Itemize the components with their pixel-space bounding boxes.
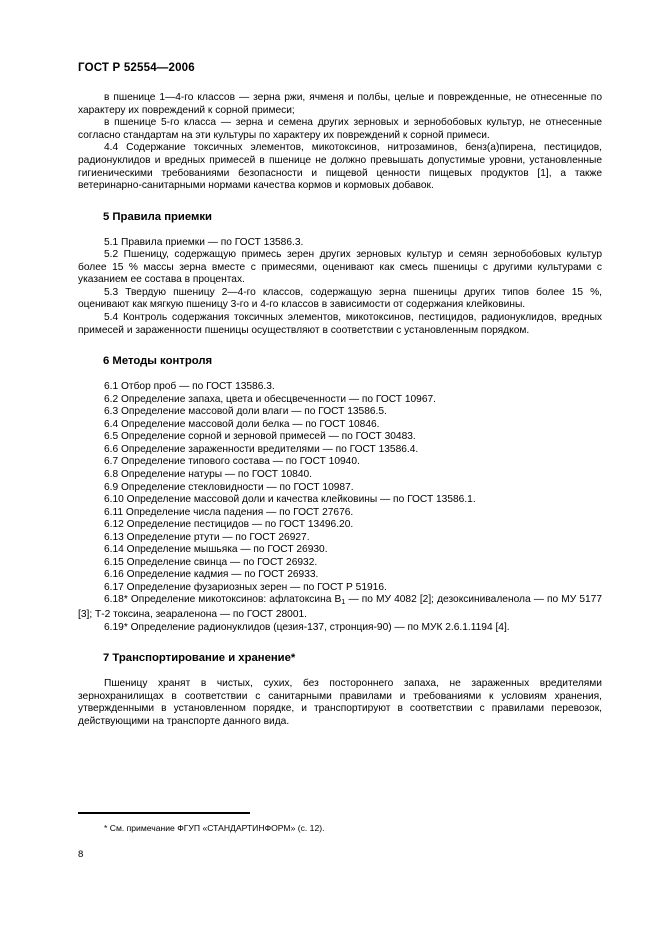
spacer: [78, 368, 602, 381]
heading-section-7: 7 Транспортирование и хранение*: [103, 652, 296, 665]
clause-6-17: 6.17 Определение фузариозных зерен — по ГОСТ Р 51916.: [104, 581, 387, 593]
clause-6-15: 6.15 Определение свинца — по ГОСТ 26932.: [104, 556, 318, 568]
clause-5-1: 5.1 Правила приемки — по ГОСТ 13586.3.: [104, 236, 304, 248]
subscript-aflatoxin-index: 1: [341, 597, 346, 607]
clause-6-11: 6.11 Определение числа падения — по ГОСТ 27676.: [104, 506, 354, 518]
paragraph-clause-4-4: 4.4 Содержание токсичных элементов, микотоксинов, нитрозаминов, бенз(а)пирена, пестицидов, радионуклидов и вредных примесей в пшенице не должно превышать допустимые уровни, установленные гигиеническими требованиями безопасности и пищевой ценности пищевых продуктов [1], а также ветеринарно-санитарными нормами качества кормов и кормовых добавок.: [78, 142, 602, 192]
clause-6-5: 6.5 Определение сорной и зерновой примесей — по ГОСТ 30483.: [104, 431, 416, 443]
page-number: 8: [78, 849, 84, 860]
clause-6-3: 6.3 Определение массовой доли влаги — по ГОСТ 13586.5.: [104, 406, 387, 418]
document-body: [78, 92, 602, 729]
clause-6-9: 6.9 Определение стекловидности — по ГОСТ 10987.: [104, 481, 354, 493]
clause-6-18: [78, 594, 602, 621]
clause-6-2: 6.2 Определение запаха, цвета и обесцвеченности — по ГОСТ 10967.: [104, 393, 436, 405]
clause-6-4: 6.4 Определение массовой доли белка — по ГОСТ 10846.: [104, 418, 380, 430]
clause-6-19: 6.19* Определение радионуклидов (цезия-137, стронция-90) — по МУК 2.6.1.1194 [4].: [104, 621, 510, 633]
clause-6-18-text-before-subscript: 6.18* Определение микотоксинов: афлатоксина В: [104, 594, 342, 606]
clause-5-3: 5.3 Твердую пшеницу 2—4-го классов, содержащую зерна пшеницы других типов более 15 %, оценивают как мягкую пшеницу 3-го и 4-го классов в зависимости от содержания клейковины.: [78, 286, 602, 311]
clause-5-4: 5.4 Контроль содержания токсичных элементов, микотоксинов, пестицидов, радионуклидов, вредных примесей и зараженности пшеницы осуществляют в соответствии с установленным порядком.: [78, 312, 602, 336]
clause-6-16: 6.16 Определение кадмия — по ГОСТ 26933.: [104, 569, 319, 581]
spacer: [78, 193, 602, 210]
paragraph-wheat-class-5: в пшенице 5-го класса — зерна и семена других зерновых и зернобобовых культур, не отнесенные согласно стандартам на эти культуры по характеру их повреждений к сорной примеси.: [78, 117, 602, 141]
clause-6-18-text-after-subscript: — по МУ 4082 [2]; дезоксиниваленола — по МУ 5177 [3]; Т-2 токсина, зеараленона — по ГОСТ 28001.: [78, 594, 602, 621]
spacer: [78, 665, 602, 678]
footnote-separator-rule: [78, 812, 250, 814]
spacer: [78, 337, 602, 354]
clause-6-12: 6.12 Определение пестицидов — по ГОСТ 13496.20.: [104, 519, 354, 531]
clause-6-1: 6.1 Отбор проб — по ГОСТ 13586.3.: [104, 381, 275, 393]
heading-section-5: 5 Правила приемки: [103, 210, 212, 223]
paragraph-section-7-storage: Пшеницу хранят в чистых, сухих, без постороннего запаха, не зараженных вредителями зернохранилищах в соответствии с санитарными правилами и требованиями к условиям хранения, утвержденными в установленном порядке, и транспортируют в соответствии с правилами перевозок, действующими на транспорте данного вида.: [78, 678, 602, 727]
heading-section-6: 6 Методы контроля: [103, 355, 213, 368]
clause-5-2: 5.2 Пшеницу, содержащую примесь зерен других зерновых культур и семян зернобобовых культур более 15 % массы зерна вместе с примесями, оценивают как смесь пшеницы с другими культурами с указанием ее состава в процентах.: [78, 249, 602, 286]
clause-6-7: 6.7 Определение типового состава — по ГОСТ 10940.: [104, 456, 360, 468]
clause-6-8: 6.8 Определение натуры — по ГОСТ 10840.: [104, 468, 313, 480]
spacer: [78, 224, 602, 237]
clause-6-6: 6.6 Определение зараженности вредителями — по ГОСТ 13586.4.: [104, 443, 419, 455]
paragraph-wheat-class-1-4: в пшенице 1—4-го классов — зерна ржи, ячменя и полбы, целые и поврежденные, не отнесенные по характеру их повреждений к сорной примеси;: [78, 92, 602, 116]
clause-6-14: 6.14 Определение мышьяка — по ГОСТ 26930.: [104, 544, 328, 556]
standard-number-header: ГОСТ Р 52554—2006: [78, 62, 195, 74]
clause-6-10: 6.10 Определение массовой доли и качества клейковины — по ГОСТ 13586.1.: [104, 494, 476, 506]
clause-6-13: 6.13 Определение ртути — по ГОСТ 26927.: [104, 531, 310, 543]
footnote-text: * См. примечание ФГУП «СТАНДАРТИНФОРМ» (с. 12).: [104, 823, 325, 833]
spacer: [78, 634, 602, 651]
